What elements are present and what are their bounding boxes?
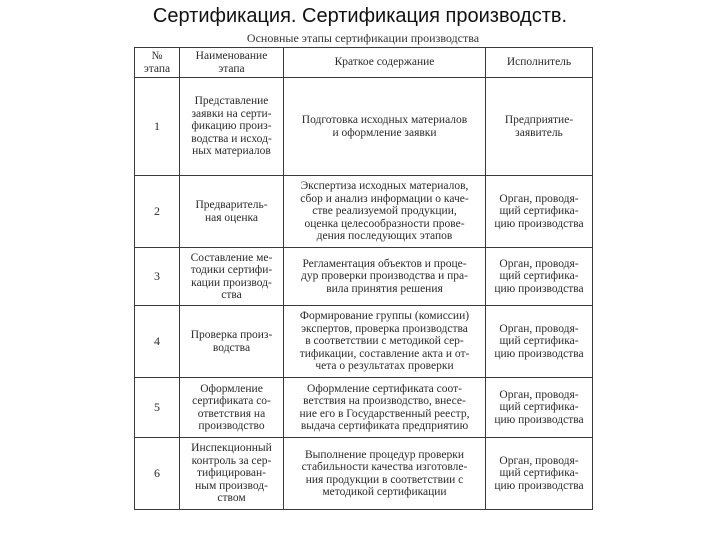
step-executor: Орган, проводя- щий сертифика- цию производства [486, 438, 593, 510]
table-row [135, 78, 593, 176]
step-executor: Предприятие- заявитель [486, 78, 593, 176]
step-number: 4 [135, 306, 180, 378]
step-number: 2 [135, 176, 180, 248]
table-row [135, 248, 593, 306]
step-name: Проверка произ- водства [180, 306, 284, 378]
step-name: Составление ме- тодики сертифи- кации производ- ства [180, 248, 284, 306]
step-number: 1 [135, 78, 180, 176]
step-name: Представление заявки на серти- фикацию произ- водства и исход- ных материалов [180, 78, 284, 176]
header-name: Наименование этапа [180, 48, 284, 78]
step-summary: Экспертиза исходных материалов, сбор и анализ информации о каче- стве реализуемой продукции, оценка целесообразности прове- дения последующих этапов [284, 176, 486, 248]
header-executor: Исполнитель [486, 48, 593, 78]
step-name: Оформление сертификата со- ответствия на производство [180, 378, 284, 438]
step-summary: Оформление сертификата соот- ветствия на производство, внесе- ние его в Государственный реестр, выдача сертификата предприятию [284, 378, 486, 438]
step-name: Инспекционный контроль за сер- тифицирован- ным производ- ством [180, 438, 284, 510]
step-number: 5 [135, 378, 180, 438]
table-row [135, 438, 593, 510]
step-executor: Орган, проводя- щий сертифика- цию производства [486, 306, 593, 378]
table-row [135, 378, 593, 438]
step-summary: Выполнение процедур проверки стабильности качества изготовле- ния продукции в соответствии с методикой сертификации [284, 438, 486, 510]
document-scan [134, 30, 592, 512]
step-number: 3 [135, 248, 180, 306]
table-header-row [135, 48, 593, 78]
step-executor: Орган, проводя- щий сертифика- цию производства [486, 378, 593, 438]
table-caption: Основные этапы сертификации производства [246, 31, 480, 45]
header-summary: Краткое содержание [284, 48, 486, 78]
step-summary: Регламентация объектов и проце- дур проверки производства и пра- вила принятия решения [284, 248, 486, 306]
step-summary: Формирование группы (комиссии) экспертов, проверка производства в соответствии с методикой сер- тификации, составление акта и от- чета о результатах проверки [284, 306, 486, 378]
step-name: Предваритель- ная оценка [180, 176, 284, 248]
step-number: 6 [135, 438, 180, 510]
step-summary: Подготовка исходных материалов и оформление заявки [284, 78, 486, 176]
step-executor: Орган, проводя- щий сертифика- цию производства [486, 176, 593, 248]
header-num: № этапа [135, 48, 180, 78]
slide-title: Сертификация. Сертификация производств. [152, 5, 568, 27]
table-row [135, 306, 593, 378]
table-row [135, 176, 593, 248]
certification-steps-table [134, 47, 593, 510]
step-executor: Орган, проводя- щий сертифика- цию производства [486, 248, 593, 306]
